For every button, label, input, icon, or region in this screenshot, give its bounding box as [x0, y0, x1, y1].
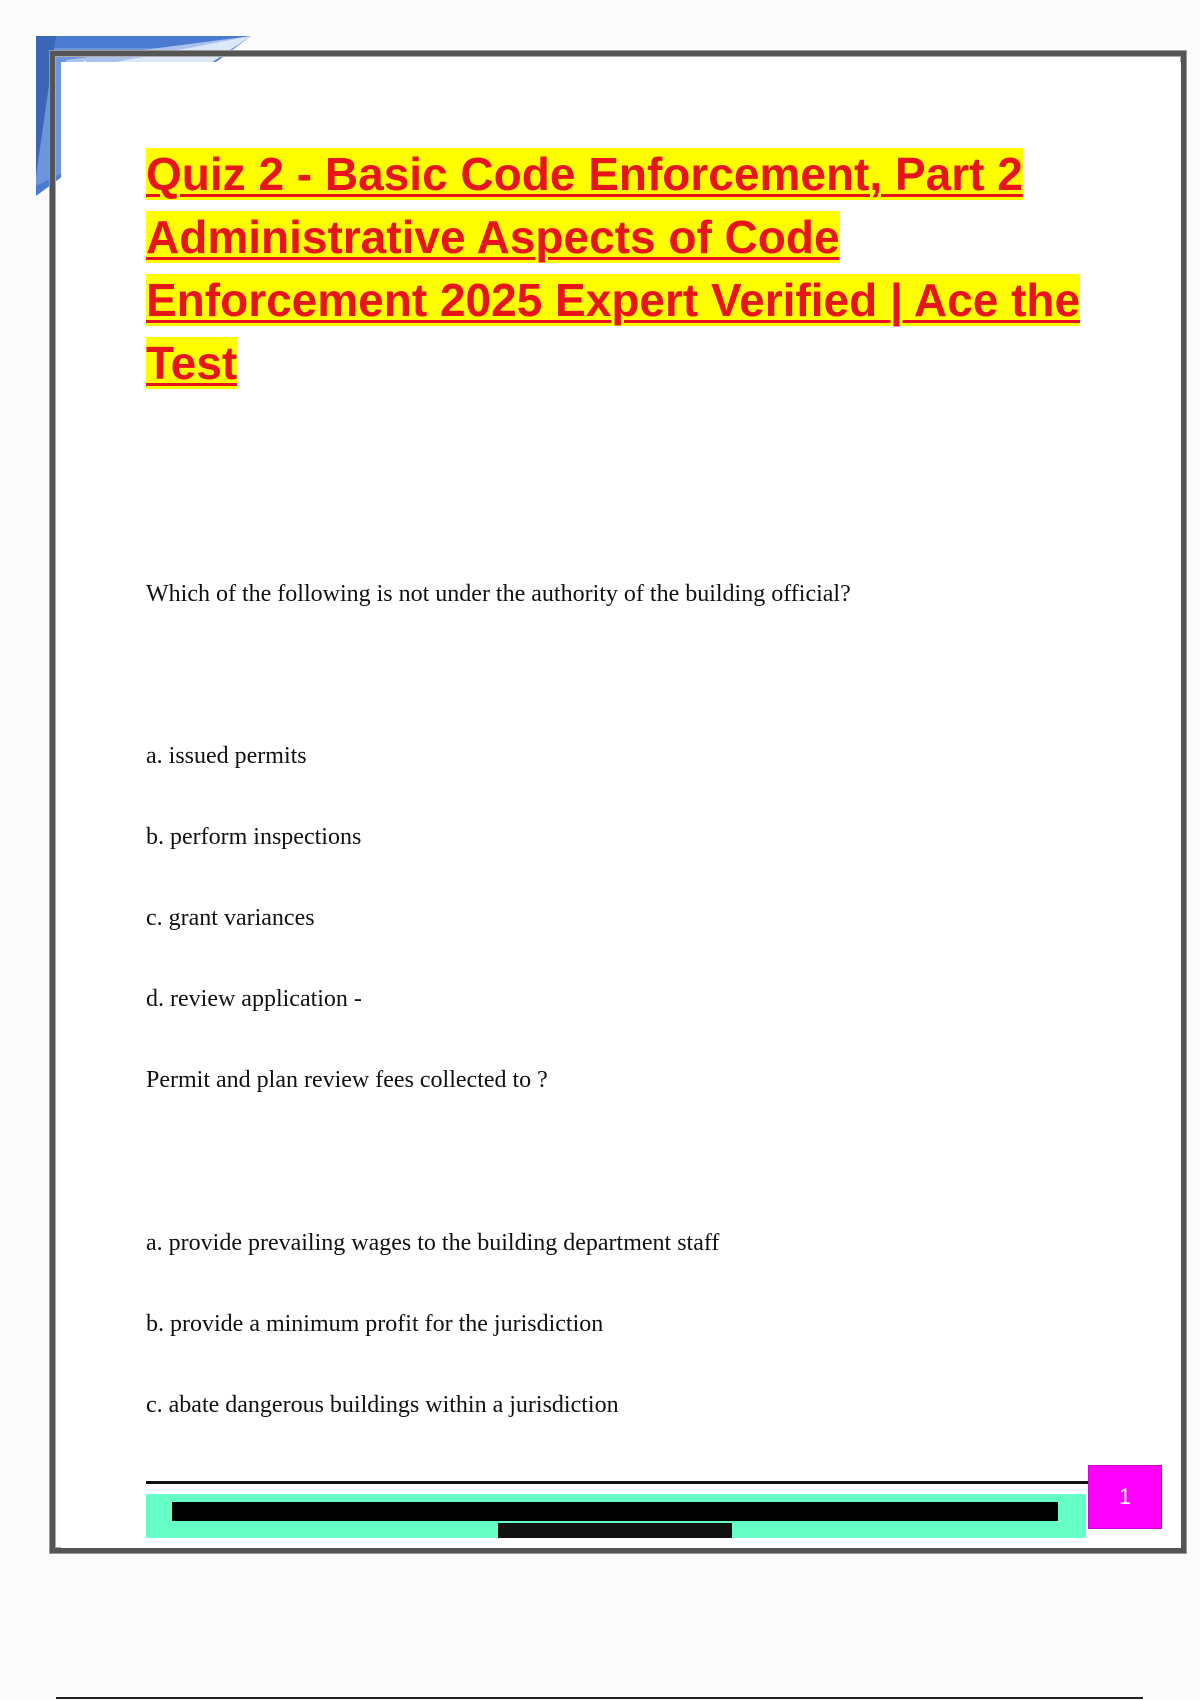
question-2-option-c: c. abate dangerous buildings within a jurisdiction	[146, 1392, 619, 1418]
question-1-option-a: a. issued permits	[146, 743, 307, 769]
footer-redaction-bar-small	[498, 1523, 732, 1538]
footer-rule	[146, 1481, 1092, 1484]
document-title	[146, 143, 1096, 395]
document-title-text: Quiz 2 - Basic Code Enforcement, Part 2 Administrative Aspects of Code Enforcement 2025 Expert Verified | Ace the Test	[146, 148, 1081, 389]
question-1-option-c: c. grant variances	[146, 905, 315, 931]
page-bottom-line	[56, 1697, 1143, 1699]
footer-band	[146, 1494, 1086, 1538]
question-1-text: Which of the following is not under the authority of the building official?	[146, 581, 851, 607]
page-number-badge: 1	[1088, 1465, 1162, 1529]
question-1-option-d: d. review application -	[146, 986, 362, 1012]
question-2-option-b: b. provide a minimum profit for the jurisdiction	[146, 1311, 604, 1337]
footer-redaction-bar	[172, 1502, 1058, 1521]
question-1-option-b: b. perform inspections	[146, 824, 362, 850]
question-2-text: Permit and plan review fees collected to ?	[146, 1067, 548, 1093]
question-2-option-a: a. provide prevailing wages to the building department staff	[146, 1230, 720, 1256]
corner-page-number: 1	[80, 58, 91, 78]
